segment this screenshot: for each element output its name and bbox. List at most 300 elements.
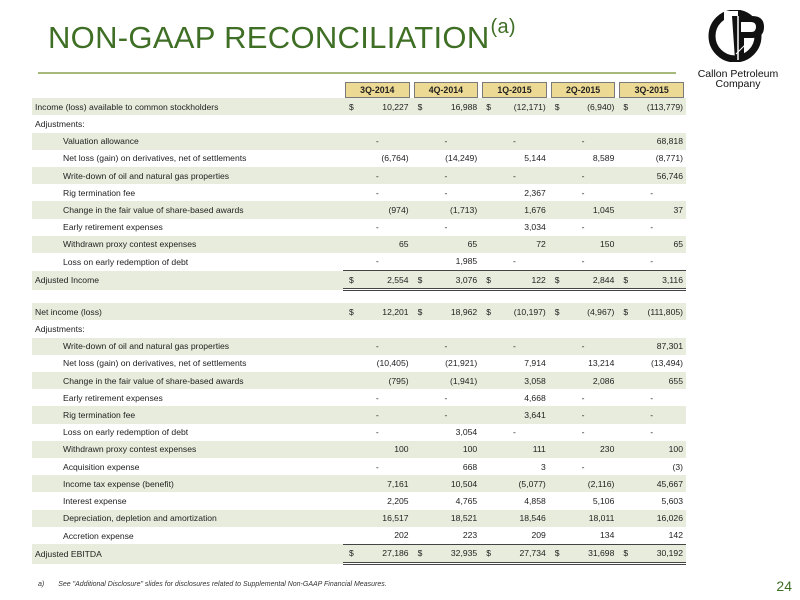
cell-value: 4,858 [524, 495, 546, 506]
value-cell [412, 115, 481, 132]
cell-value: - [375, 187, 379, 198]
value-cell [480, 355, 549, 372]
currency-symbol: $ [349, 306, 354, 317]
cell-value: (111,805) [647, 306, 683, 317]
column-header-4q-2014: 4Q-2014 [414, 82, 479, 98]
cell-value: (795) [388, 375, 409, 386]
table-row [32, 424, 686, 441]
value-cell [617, 219, 686, 236]
spacer-cell [617, 290, 686, 304]
cell-value: - [375, 392, 379, 403]
value-cell [617, 201, 686, 218]
cell-value: (1,713) [449, 204, 478, 215]
cell-value: 3,034 [524, 222, 546, 233]
value-cell [617, 441, 686, 458]
cell-value: 18,521 [450, 513, 478, 524]
title-text: NON-GAAP RECONCILIATION [48, 20, 490, 55]
row-label: Valuation allowance [32, 133, 343, 150]
value-cell [343, 458, 412, 475]
value-cell [480, 441, 549, 458]
value-cell [549, 372, 618, 389]
value-cell [343, 115, 412, 132]
currency-symbol: $ [417, 101, 423, 112]
table-row [32, 355, 686, 372]
row-label: Write-down of oil and natural gas properties [32, 167, 343, 184]
table-row [32, 492, 686, 509]
footnote [38, 581, 387, 588]
row-label: Withdrawn proxy contest expenses [32, 441, 343, 458]
cell-value: 4,765 [455, 495, 478, 506]
value-cell [480, 338, 549, 355]
table-row [32, 201, 686, 218]
cell-value: 65 [399, 239, 409, 250]
value-cell [480, 98, 549, 115]
value-cell [480, 253, 549, 271]
value-cell [549, 303, 618, 320]
cell-value: - [513, 427, 516, 438]
cell-value: 10,227 [382, 101, 409, 112]
spacer-cell [32, 290, 343, 304]
value-cell [617, 492, 686, 509]
cell-value: 3,641 [524, 409, 546, 420]
value-cell [617, 475, 686, 492]
cell-value: 122 [531, 274, 546, 285]
value-cell [549, 201, 618, 218]
cell-value: 27,186 [382, 548, 409, 559]
cell-value: (2,116) [587, 478, 615, 489]
cell-value: 668 [462, 461, 478, 472]
value-cell [343, 355, 412, 372]
row-label: Net loss (gain) on derivatives, net of settlements [63, 358, 247, 369]
row-label: Rig termination fee [63, 187, 136, 198]
cell-value: 16,026 [656, 513, 683, 524]
row-label: Withdrawn proxy contest expenses [32, 236, 343, 253]
value-cell [480, 510, 549, 527]
value-cell [617, 303, 686, 320]
cell-value: 3,054 [455, 427, 478, 438]
table-row [32, 372, 686, 389]
cell-value: 1,676 [524, 204, 546, 215]
column-header [617, 81, 686, 98]
table-row [32, 441, 686, 458]
cell-value: - [581, 409, 585, 420]
column-header-3q-2014: 3Q-2014 [345, 82, 410, 98]
value-cell [343, 303, 412, 320]
cell-value: - [581, 392, 585, 403]
value-cell [343, 184, 412, 201]
value-cell [549, 98, 618, 115]
value-cell [480, 492, 549, 509]
row-label: Rig termination fee [32, 406, 343, 423]
table-row [32, 115, 686, 132]
cell-value: - [581, 341, 585, 352]
cell-value: (1,941) [449, 375, 478, 386]
value-cell [412, 510, 481, 527]
value-cell [549, 424, 618, 441]
cell-value: 18,011 [588, 513, 615, 524]
value-cell [412, 458, 481, 475]
table-row [32, 458, 686, 475]
value-cell [549, 150, 618, 167]
value-cell [480, 389, 549, 406]
table-row [32, 133, 686, 150]
value-cell [412, 492, 481, 509]
spacer-cell [343, 290, 412, 304]
cell-value: 18,546 [519, 513, 546, 524]
cell-value: - [375, 409, 379, 420]
value-cell [549, 355, 618, 372]
cell-value: - [375, 222, 379, 233]
cell-value: 142 [668, 530, 683, 541]
cell-value: - [375, 427, 379, 438]
value-cell [412, 303, 481, 320]
total-row [32, 544, 686, 563]
row-label: Change in the fair value of share-based awards [32, 372, 343, 389]
cell-value: 150 [600, 239, 615, 250]
value-cell [617, 389, 686, 406]
total-label: Adjusted EBITDA [32, 544, 343, 563]
cell-value: - [581, 461, 585, 472]
table-row [32, 338, 686, 355]
table-row [32, 320, 686, 337]
cell-value: (13,494) [650, 358, 683, 369]
spacer-cell [412, 290, 481, 304]
cell-value: - [444, 341, 448, 352]
value-cell [617, 338, 686, 355]
row-label: Early retirement expenses [63, 392, 163, 403]
row-label: Income tax expense (benefit) [32, 475, 343, 492]
cell-value: 100 [462, 444, 478, 455]
value-cell [343, 389, 412, 406]
column-header-1q-2015: 1Q-2015 [482, 82, 547, 98]
cell-value: - [650, 409, 654, 420]
row-label: Loss on early redemption of debt [63, 427, 189, 438]
cell-value: 18,962 [450, 306, 478, 317]
cell-value: - [581, 136, 585, 147]
row-label: Depreciation, depletion and amortization [32, 510, 343, 527]
value-cell [412, 441, 481, 458]
value-cell [549, 133, 618, 150]
title-divider [38, 72, 676, 74]
row-label: Net loss (gain) on derivatives, net of settlements [63, 153, 247, 164]
cell-value: 209 [531, 530, 546, 541]
cell-value: - [581, 256, 585, 267]
value-cell [549, 320, 618, 337]
cell-value: 1,985 [455, 256, 478, 267]
value-cell [343, 441, 412, 458]
cell-value: 37 [673, 204, 683, 215]
value-cell [480, 115, 549, 132]
row-label: Loss on early redemption of debt [63, 256, 189, 267]
row-label: Write-down of oil and natural gas properties [32, 338, 343, 355]
table-row [32, 510, 686, 527]
value-cell [343, 492, 412, 509]
cell-value: (10,197) [513, 306, 546, 317]
cell-value: 5,106 [592, 495, 615, 506]
value-cell [480, 320, 549, 337]
currency-symbol: $ [554, 548, 560, 559]
cell-value: 27,734 [519, 548, 546, 559]
cell-value: - [444, 222, 448, 233]
currency-symbol: $ [417, 274, 423, 285]
value-cell [617, 424, 686, 441]
table-row [32, 253, 686, 271]
currency-symbol: $ [623, 274, 629, 285]
value-cell [343, 475, 412, 492]
cell-value: - [375, 461, 379, 472]
row-label: Adjustments: [35, 118, 85, 129]
column-header [480, 81, 549, 98]
currency-symbol: $ [486, 274, 491, 285]
value-cell [412, 98, 481, 115]
cell-value: 56,746 [656, 170, 683, 181]
cell-value: (12,171) [513, 101, 546, 112]
currency-symbol: $ [349, 274, 354, 285]
value-cell [343, 167, 412, 184]
cell-value: 7,161 [387, 478, 409, 489]
cell-value: 65 [467, 239, 478, 250]
value-cell [343, 133, 412, 150]
value-cell [549, 389, 618, 406]
table-row [32, 219, 686, 236]
cell-value: (3) [672, 461, 683, 472]
column-header [549, 81, 618, 98]
value-cell [549, 544, 618, 563]
value-cell [343, 424, 412, 441]
cell-value: - [581, 222, 585, 233]
value-cell [412, 355, 481, 372]
currency-symbol: $ [554, 274, 560, 285]
currency-symbol: $ [554, 101, 560, 112]
total-label: Adjusted Income [32, 271, 343, 290]
value-cell [480, 458, 549, 475]
value-cell [549, 115, 618, 132]
cell-value: 2,844 [592, 274, 615, 285]
currency-symbol: $ [349, 548, 354, 559]
cell-value: - [513, 341, 516, 352]
cell-value: (8,771) [655, 153, 683, 164]
cell-value: - [650, 222, 654, 233]
row-label: Acquisition expense [63, 461, 140, 472]
column-header [412, 81, 481, 98]
row-label: Adjustments: [35, 324, 85, 335]
value-cell [480, 475, 549, 492]
value-cell [412, 236, 481, 253]
cell-value: (21,921) [445, 358, 478, 369]
cell-value: - [581, 427, 585, 438]
value-cell [549, 236, 618, 253]
cell-value: 100 [668, 444, 683, 455]
cell-value: 2,554 [387, 274, 409, 285]
cell-value: - [650, 187, 654, 198]
cell-value: 3,058 [524, 375, 546, 386]
value-cell [412, 406, 481, 423]
currency-symbol: $ [623, 306, 629, 317]
cell-value: (113,779) [646, 101, 683, 112]
value-cell [412, 271, 481, 290]
table-row [32, 527, 686, 545]
value-cell [343, 219, 412, 236]
cell-value: (974) [388, 204, 409, 215]
value-cell [480, 303, 549, 320]
cell-value: (10,405) [376, 358, 409, 369]
value-cell [617, 510, 686, 527]
value-cell [480, 406, 549, 423]
table-row [32, 389, 686, 406]
value-cell [480, 167, 549, 184]
value-cell [549, 527, 618, 545]
logo-line-2: Company [715, 78, 761, 90]
row-label: Early retirement expenses [63, 222, 163, 233]
cell-value: - [375, 256, 379, 267]
cell-value: 655 [668, 375, 683, 386]
logo-text [686, 69, 790, 89]
value-cell [412, 544, 481, 563]
total-row [32, 271, 686, 290]
cell-value: - [650, 256, 654, 267]
footnote-marker: a) [38, 581, 45, 588]
value-cell [343, 271, 412, 290]
row-label: Accretion expense [63, 530, 134, 541]
cell-value: (5,077) [518, 478, 546, 489]
spacer-cell [549, 290, 618, 304]
value-cell [412, 253, 481, 271]
value-cell [549, 167, 618, 184]
currency-symbol: $ [554, 306, 560, 317]
cell-value: - [513, 256, 516, 267]
cell-value: 2,367 [524, 187, 546, 198]
value-cell [343, 406, 412, 423]
value-cell [617, 115, 686, 132]
cell-value: - [375, 170, 379, 181]
value-cell [617, 150, 686, 167]
cell-value: - [375, 136, 379, 147]
value-cell [343, 253, 412, 271]
value-cell [617, 167, 686, 184]
value-cell [480, 184, 549, 201]
cell-value: 7,914 [524, 358, 546, 369]
value-cell [549, 184, 618, 201]
logo-line-1: Callon Petroleum [697, 68, 779, 80]
cell-value: (14,249) [445, 153, 478, 164]
table-row [32, 236, 686, 253]
row-label: Change in the fair value of share-based awards [32, 201, 343, 218]
value-cell [549, 475, 618, 492]
cell-value: 12,201 [382, 306, 409, 317]
currency-symbol: $ [486, 306, 491, 317]
value-cell [549, 406, 618, 423]
value-cell [549, 510, 618, 527]
value-cell [617, 98, 686, 115]
cell-value: - [444, 187, 448, 198]
cell-value: 5,144 [524, 153, 546, 164]
value-cell [412, 167, 481, 184]
value-cell [480, 201, 549, 218]
value-cell [480, 527, 549, 545]
row-label: Net income (loss) [32, 303, 343, 320]
cell-value: 134 [600, 530, 615, 541]
value-cell [480, 236, 549, 253]
cell-value: 5,603 [661, 495, 683, 506]
cell-value: 65 [673, 239, 683, 250]
cell-value: 32,935 [450, 548, 478, 559]
value-cell [412, 201, 481, 218]
cell-value: 1,045 [592, 204, 615, 215]
value-cell [617, 544, 686, 563]
value-cell [549, 441, 618, 458]
cell-value: 3,076 [455, 274, 478, 285]
value-cell [617, 133, 686, 150]
cell-value: 45,667 [656, 478, 683, 489]
column-header-row [32, 81, 686, 98]
value-cell [412, 372, 481, 389]
currency-symbol: $ [417, 548, 423, 559]
cell-value: 4,668 [524, 392, 546, 403]
value-cell [549, 492, 618, 509]
value-cell [343, 527, 412, 545]
cell-value: 3,116 [662, 274, 683, 285]
page-title [48, 16, 516, 56]
value-cell [343, 236, 412, 253]
value-cell [480, 150, 549, 167]
value-cell [617, 406, 686, 423]
table-row [32, 303, 686, 320]
table-row [32, 150, 686, 167]
cell-value: (4,967) [587, 306, 615, 317]
cell-value: - [650, 427, 654, 438]
value-cell [549, 458, 618, 475]
value-cell [617, 355, 686, 372]
column-header-3q-2015: 3Q-2015 [619, 82, 684, 98]
value-cell [412, 475, 481, 492]
table-row [32, 98, 686, 115]
cell-value: 230 [600, 444, 615, 455]
page-number: 24 [776, 578, 792, 594]
value-cell [549, 338, 618, 355]
cell-value: - [650, 392, 654, 403]
table-row [32, 406, 686, 423]
cell-value: 13,214 [588, 358, 615, 369]
value-cell [412, 320, 481, 337]
table-row [32, 184, 686, 201]
cell-value: - [513, 170, 516, 181]
table-row [32, 475, 686, 492]
value-cell [343, 544, 412, 563]
cell-value: 202 [394, 530, 409, 541]
value-cell [617, 236, 686, 253]
column-header [343, 81, 412, 98]
cell-value: - [444, 409, 448, 420]
value-cell [617, 184, 686, 201]
value-cell [343, 98, 412, 115]
value-cell [480, 271, 549, 290]
value-cell [549, 219, 618, 236]
value-cell [412, 219, 481, 236]
value-cell [480, 424, 549, 441]
value-cell [617, 372, 686, 389]
title-footnote-marker: (a) [490, 16, 516, 38]
cell-value: 10,504 [450, 478, 478, 489]
row-label: Interest expense [63, 495, 127, 506]
value-cell [480, 372, 549, 389]
currency-symbol: $ [623, 101, 629, 112]
currency-symbol: $ [486, 101, 491, 112]
cell-value: - [513, 136, 516, 147]
value-cell [412, 184, 481, 201]
value-cell [617, 527, 686, 545]
reconciliation-table [32, 81, 686, 565]
value-cell [617, 458, 686, 475]
